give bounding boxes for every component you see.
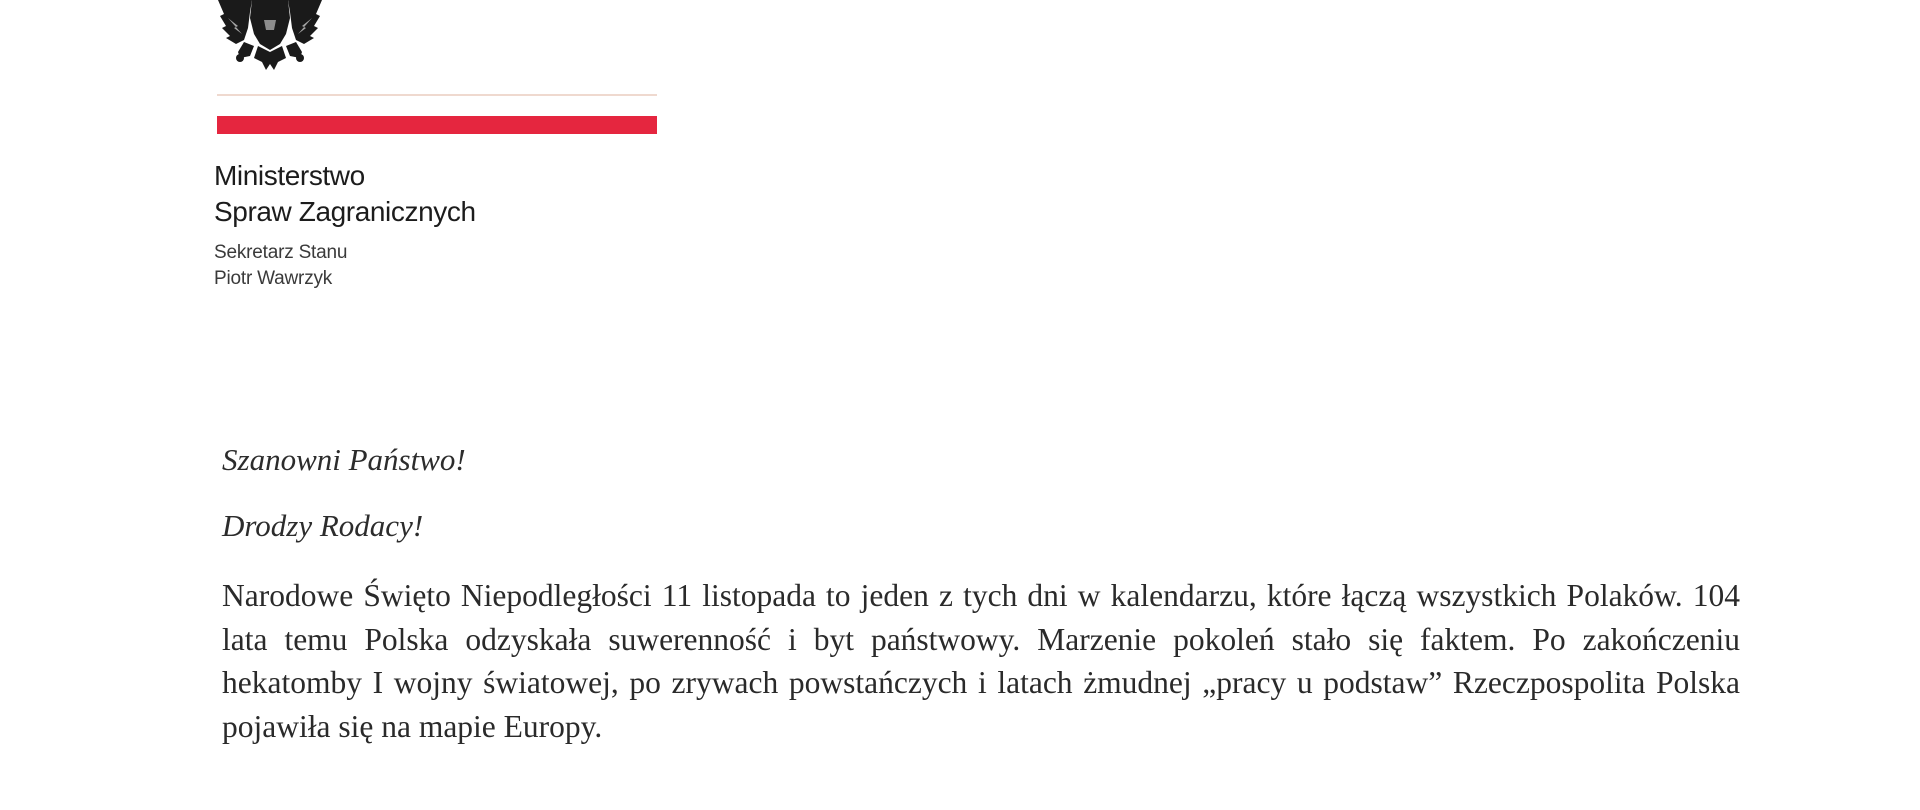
ministry-name bbox=[214, 158, 476, 230]
salutation-compatriots: Drodzy Rodacy! bbox=[222, 508, 424, 543]
ministry-name-line2: Spraw Zagranicznych bbox=[214, 196, 476, 227]
signatory-block bbox=[214, 240, 347, 292]
polish-eagle-emblem-icon bbox=[214, 0, 326, 72]
letter-paragraph: Narodowe Święto Niepodległości 11 listopada to jeden z tych dni w kalendarzu, które łączą wszystkich Polaków. 104 lata temu Polska odzyskała suwerenność i byt państwowy. Marzenie pokoleń stało się faktem. Po zakończeniu hekatomby I wojny światowej, po zrywach powstańczych i latach żmudnej „pracy u podstaw” Rzeczpospolita Polska pojawiła się na mapie Europy. bbox=[222, 578, 1740, 744]
flag-stripe-red bbox=[217, 116, 657, 134]
signatory-position: Sekretarz Stanu bbox=[214, 242, 348, 263]
salutation-formal: Szanowni Państwo! bbox=[222, 442, 466, 477]
signatory-name: Piotr Wawrzyk bbox=[214, 268, 333, 289]
flag-stripe-white bbox=[217, 94, 657, 96]
ministry-name-line1: Ministerstwo bbox=[214, 160, 365, 191]
